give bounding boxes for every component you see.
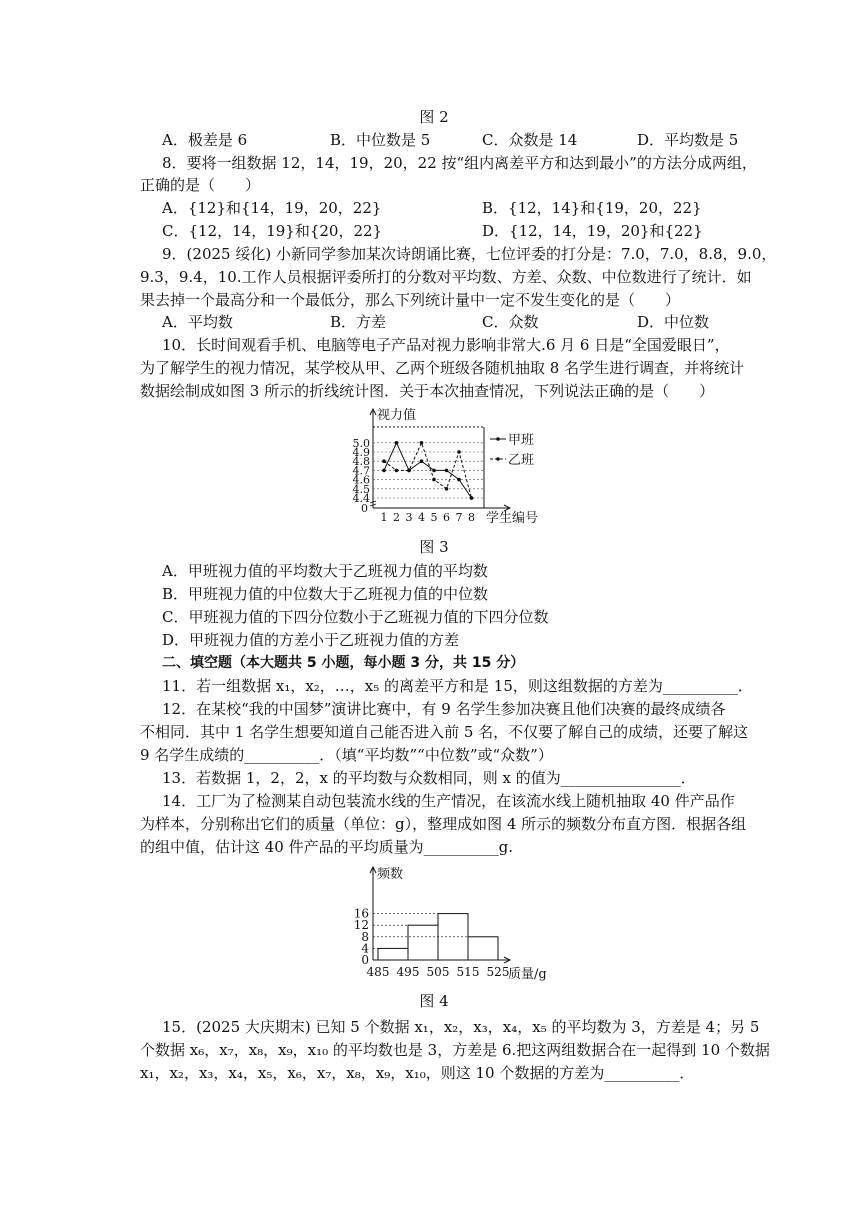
data-point xyxy=(382,459,386,463)
legend-marker xyxy=(496,437,500,441)
x-tick-label: 525 xyxy=(486,965,510,979)
q9-option-d: D．中位数 xyxy=(637,313,710,331)
data-point xyxy=(395,441,399,445)
data-point xyxy=(432,469,436,473)
data-point xyxy=(445,469,449,473)
q10-option-c: C．甲班视力值的下四分位数小于乙班视力值的下四分位数 xyxy=(162,608,549,626)
y-tick-label: 12 xyxy=(353,918,369,933)
x-tick-label: 3 xyxy=(405,511,413,524)
q7-option-c: C．众数是 14 xyxy=(482,131,578,149)
y-axis-label: 频数 xyxy=(377,867,404,882)
q9-line2: 9.3，9.4，10.工作人员根据评委所打的分数对平均数、方差、众数、中位数进行了统计．如 xyxy=(140,268,752,286)
y-tick-label: 4.7 xyxy=(352,464,370,478)
q8-line1: 8．要将一组数据 12，14，19，20，22 按“组内离差平方和达到最小”的方法分成两组， xyxy=(162,154,757,172)
x-tick-label: 505 xyxy=(426,965,450,979)
q9-line1: 9．(2025 绥化) 小新同学参加某次诗朗诵比赛，七位评委的打分是：7.0，7.0，8.8，9.0， xyxy=(162,245,777,263)
q8-option-c: C．{12，14，19}和{20，22} xyxy=(162,222,383,240)
histogram-bar xyxy=(408,925,438,960)
x-tick-label: 6 xyxy=(443,511,450,524)
figure-2-caption: 图 2 xyxy=(419,108,449,126)
q7-option-a: A．极差是 6 xyxy=(162,131,248,149)
x-tick-label: 515 xyxy=(456,965,480,979)
q14-line1: 14．工厂为了检测某自动包装流水线的生产情况，在该流水线上随机抽取 40 件产品作 xyxy=(162,792,735,810)
x-tick-label: 8 xyxy=(468,511,475,524)
q9-option-a: A．平均数 xyxy=(162,313,233,331)
q8-option-a: A．{12}和{14，19，20，22} xyxy=(162,199,382,217)
data-point xyxy=(395,469,399,473)
data-point xyxy=(420,459,424,463)
q9-line3: 果去掉一个最高分和一个最低分，那么下列统计量中一定不发生变化的是（ ） xyxy=(140,291,681,309)
x-tick-label: 7 xyxy=(455,511,463,524)
q12-line2: 不相同．其中 1 名学生想要知道自己能否进入前 5 名，不仅要了解自己的成绩，还要了解这 xyxy=(140,723,749,741)
data-point xyxy=(382,469,386,473)
data-point xyxy=(457,450,461,454)
q8-option-d: D．{12，14，19，20}和{22} xyxy=(482,222,703,240)
y-tick-label: 16 xyxy=(353,906,369,921)
q13-text: 13．若数据 1，2，2，x 的平均数与众数相同，则 x 的值为________________． xyxy=(162,769,696,787)
figure-4-caption: 图 4 xyxy=(419,992,449,1010)
q9-option-b: B．方差 xyxy=(330,313,387,331)
legend-label: 乙班 xyxy=(508,453,535,468)
y-tick-label: 4.4 xyxy=(352,492,370,505)
x-tick-label: 5 xyxy=(430,511,438,524)
q15-line3: x₁，x₂，x₃，x₄，x₅，x₆，x₇，x₈，x₉，x₁₀，则这 10 个数据的方差为__________． xyxy=(140,1064,695,1082)
data-point xyxy=(432,478,436,482)
q8-option-b: B．{12，14}和{19，20，22} xyxy=(482,199,702,217)
q10-option-a: A．甲班视力值的平均数大于乙班视力值的平均数 xyxy=(162,562,488,580)
x-tick-label: 2 xyxy=(393,511,400,524)
q9-option-c: C．众数 xyxy=(482,313,539,331)
q12-line1: 12．在某校“我的中国梦”演讲比赛中，有 9 名学生参加决赛且他们决赛的最终成绩各 xyxy=(162,700,726,718)
data-point xyxy=(420,441,424,445)
legend-label: 甲班 xyxy=(508,433,535,448)
q14-line2: 为样本，分别称出它们的质量（单位：g），整理成如图 4 所示的频数分布直方图．根据各组 xyxy=(140,815,747,833)
q10-line1: 10．长时间观看手机、电脑等电子产品对视力影响非常大.6 月 6 日是“全国爱眼日”， xyxy=(162,336,730,354)
y-tick-label: 8 xyxy=(361,929,369,944)
legend-marker xyxy=(496,457,500,461)
x-axis-label: 学生编号 xyxy=(486,511,539,526)
section-2-title: 二、填空题（本大题共 5 小题，每小题 3 分，共 15 分） xyxy=(162,655,525,671)
q14-line3: 的组中值，估计这 40 件产品的平均质量为__________g. xyxy=(140,838,513,856)
figure-3-line-chart xyxy=(340,405,560,530)
q10-option-d: D．甲班视力值的方差小于乙班视力值的方差 xyxy=(162,631,460,649)
y-tick-label: 4.6 xyxy=(352,473,370,487)
y-tick-label: 5.0 xyxy=(352,436,370,450)
data-point xyxy=(445,487,449,491)
q8-line2: 正确的是（ ） xyxy=(140,176,261,194)
y-tick-label: 4.8 xyxy=(352,455,370,469)
y-axis-label: 视力值 xyxy=(377,408,417,423)
y-tick-label: 0 xyxy=(361,953,369,967)
q10-option-b: B．甲班视力值的中位数大于乙班视力值的中位数 xyxy=(162,585,489,603)
y-tick-label-zero: 0 xyxy=(361,502,368,515)
histogram-bar xyxy=(378,948,408,960)
y-tick-label: 4 xyxy=(361,941,369,956)
figure-4-histogram xyxy=(340,862,570,984)
data-point xyxy=(470,496,474,500)
x-tick-label: 1 xyxy=(380,511,388,524)
y-tick-label: 4.9 xyxy=(352,446,370,459)
data-point xyxy=(457,478,461,482)
x-axis-label: 质量/g xyxy=(508,967,547,982)
figure-3-caption: 图 3 xyxy=(419,538,449,556)
q10-line2: 为了解学生的视力情况，某学校从甲、乙两个班级各随机抽取 8 名学生进行调查，并将统计 xyxy=(140,359,745,377)
histogram-bar xyxy=(468,937,498,960)
y-tick-label: 4.5 xyxy=(352,482,370,496)
q11-text: 11．若一组数据 x₁，x₂，…，x₅ 的离差平方和是 15，则这组数据的方差为__________． xyxy=(162,677,753,695)
q7-option-d: D．平均数是 5 xyxy=(637,131,739,149)
q7-option-b: B．中位数是 5 xyxy=(330,131,431,149)
q15-line2: 个数据 x₆，x₇，x₈，x₉，x₁₀ 的平均数也是 3，方差是 6.把这两组数据合在一起得到 10 个数据 xyxy=(140,1041,770,1059)
x-tick-label: 495 xyxy=(396,965,420,979)
q15-line1: 15．(2025 大庆期末) 已知 5 个数据 x₁，x₂，x₃，x₄，x₅ 的平均数为 3，方差是 4；另 5 xyxy=(162,1018,760,1036)
x-tick-label: 4 xyxy=(418,511,425,524)
x-tick-label: 485 xyxy=(366,965,390,979)
data-point xyxy=(407,469,411,473)
q12-line3: 9 名学生成绩的__________．（填“平均数”“中位数”或“众数”） xyxy=(140,746,553,764)
q10-line3: 数据绘制成如图 3 所示的折线统计图．关于本次抽查情况，下列说法正确的是（ ） xyxy=(140,382,715,400)
